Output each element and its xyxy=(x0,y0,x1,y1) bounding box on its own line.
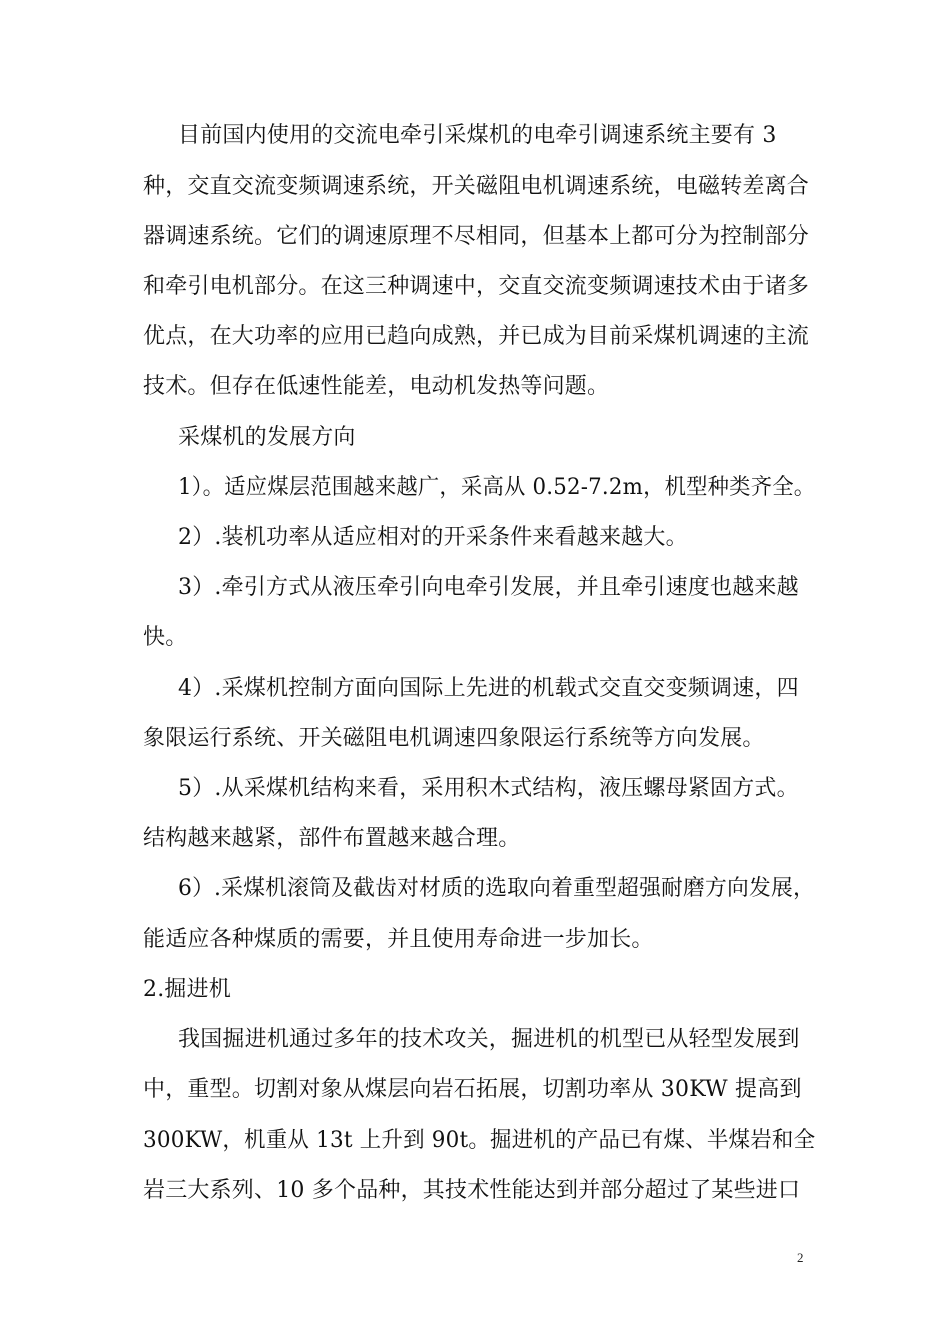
list-item: 3）.牵引方式从液压牵引向电牵引发展，并且牵引速度也越来越 xyxy=(178,575,799,600)
page-number: 2 xyxy=(797,1250,804,1265)
text-line: 目前国内使用的交流电牵引采煤机的电牵引调速系统主要有 3 xyxy=(178,123,777,148)
list-item: 1）。适应煤层范围越来越广，采高从 0.52-7.2m，机型种类齐全。 xyxy=(178,475,816,500)
text-line: 快。 xyxy=(143,625,188,650)
text-line: 结构越来越紧，部件布置越来越合理。 xyxy=(143,826,521,851)
list-item: 4）.采煤机控制方面向国际上先进的机载式交直交变频调速，四 xyxy=(178,676,799,701)
list-item: 5）.从采煤机结构来看，采用积木式结构，液压螺母紧固方式。 xyxy=(178,776,799,801)
text-line: 技术。但存在低速性能差，电动机发热等问题。 xyxy=(143,374,610,399)
text-line: 和牵引电机部分。在这三种调速中，交直交流变频调速技术由于诸多 xyxy=(143,274,810,299)
section-subheading: 采煤机的发展方向 xyxy=(178,425,356,450)
section-heading: 2.掘进机 xyxy=(143,977,231,1002)
text-line: 器调速系统。它们的调速原理不尽相同，但基本上都可分为控制部分 xyxy=(143,224,810,249)
list-item: 6）.采煤机滚筒及截齿对材质的选取向着重型超强耐磨方向发展， xyxy=(178,876,816,901)
text-line: 300KW，机重从 13t 上升到 90t。掘进机的产品已有煤、半煤岩和全 xyxy=(143,1128,816,1153)
text-line: 岩三大系列、10 多个品种，其技术性能达到并部分超过了某些进口 xyxy=(143,1178,801,1203)
text-line: 象限运行系统、开关磁阻电机调速四象限运行系统等方向发展。 xyxy=(143,726,765,751)
text-line: 我国掘进机通过多年的技术攻关，掘进机的机型已从轻型发展到 xyxy=(178,1027,800,1052)
text-line: 中，重型。切割对象从煤层向岩石拓展，切割功率从 30KW 提高到 xyxy=(143,1077,802,1102)
text-line: 优点，在大功率的应用已趋向成熟，并已成为目前采煤机调速的主流 xyxy=(143,324,810,349)
text-line: 能适应各种煤质的需要，并且使用寿命进一步加长。 xyxy=(143,927,654,952)
text-line: 种，交直交流变频调速系统，开关磁阻电机调速系统，电磁转差离合 xyxy=(143,174,810,199)
list-item: 2）.装机功率从适应相对的开采条件来看越来越大。 xyxy=(178,525,688,550)
